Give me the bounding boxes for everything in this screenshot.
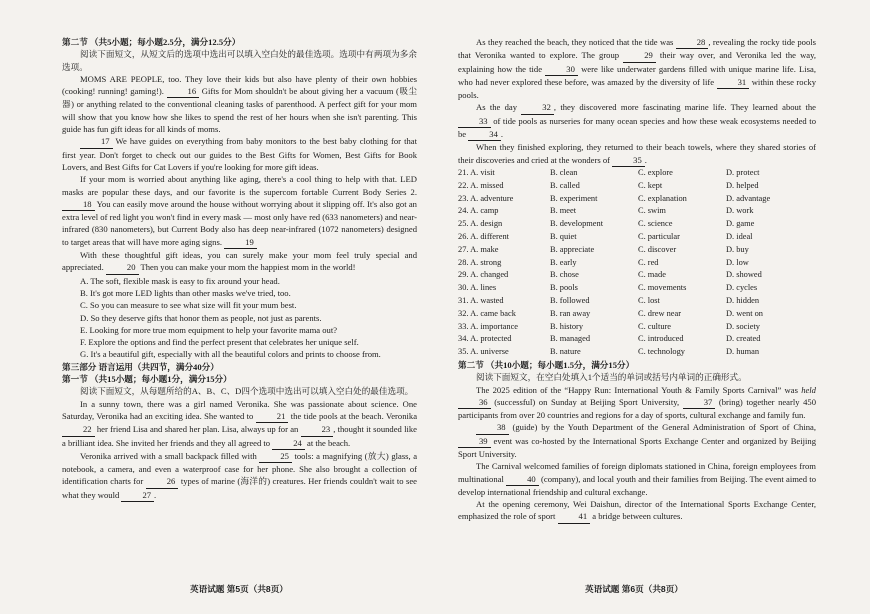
choice-row bbox=[458, 282, 816, 295]
left-page bbox=[62, 36, 417, 502]
choice-option[interactable]: 32. A. came back bbox=[458, 308, 516, 318]
choice-option[interactable]: 34. A. protected bbox=[458, 334, 512, 344]
choice-option[interactable]: B. history bbox=[550, 321, 584, 331]
blank-20[interactable]: 20 bbox=[106, 261, 139, 274]
choice-option[interactable]: B. managed bbox=[550, 334, 591, 344]
choice-option[interactable]: D. ideal bbox=[726, 231, 753, 241]
choice-option[interactable]: C. technology bbox=[638, 347, 685, 357]
choice-option[interactable]: 26. A. different bbox=[458, 231, 510, 241]
choice-option[interactable]: 31. A. wasted bbox=[458, 295, 504, 305]
passage-paragraph: At the opening ceremony, Wei Daishun, director of the International Sports Exchange Center, emphasized the role of sport 41 a bridge between cultures. bbox=[458, 498, 816, 524]
blank-21[interactable]: 21 bbox=[256, 410, 289, 423]
blank-28[interactable]: 28 bbox=[676, 36, 709, 49]
choice-option[interactable]: 22. A. missed bbox=[458, 180, 504, 190]
section-header: 第二节 （共5小题；每小题2.5分，满分12.5分） bbox=[62, 37, 241, 47]
choice-option[interactable]: D. showed bbox=[726, 270, 762, 280]
blank-18[interactable]: 18 bbox=[62, 198, 95, 211]
blank-37[interactable]: 37 bbox=[683, 396, 716, 409]
section-header: 第二节 （共10小题；每小题1.5分，满分15分） bbox=[458, 359, 635, 370]
choice-option[interactable]: B. clean bbox=[550, 167, 578, 177]
blank-30[interactable]: 30 bbox=[545, 63, 578, 76]
choice-option[interactable]: 21. A. visit bbox=[458, 167, 495, 177]
choice-option[interactable]: D. helped bbox=[726, 180, 759, 190]
passage-paragraph: As the day 32 , they discovered more fascinating marine life. They learned about the 33 of tide pools as nurseries for many ocean species and how these weak ecosystems needed to be 34 . bbox=[458, 101, 816, 141]
choice-option[interactable]: B. chose bbox=[550, 270, 579, 280]
choice-option[interactable]: D. created bbox=[726, 334, 761, 344]
option-item: G. It's a beautiful gift, especially with all the beautiful colors and prints to choose from. bbox=[80, 349, 381, 360]
choice-option[interactable]: C. movements bbox=[638, 283, 687, 293]
choice-option[interactable]: B. early bbox=[550, 257, 577, 267]
choice-option[interactable]: B. pools bbox=[550, 283, 578, 293]
choice-option[interactable]: 35. A. universe bbox=[458, 347, 509, 357]
passage-paragraph: As they reached the beach, they noticed that the tide was 28 , revealing the rocky tide pools that Veronika wanted to explore. The group 29 their way over, and Veronika led the way, explaining how the tide 30 were like underwater gardens filled with unique marine life. Lisa, who had never explored these before, was amazed by the diversity of life 31 within these rocky pools. bbox=[458, 37, 816, 101]
passage-paragraph: With these thoughtful gift ideas, you can surely make your mom feel truly special and appreciated. 20 Then you can make your mom the happiest mom in the world! bbox=[62, 249, 417, 275]
choice-option[interactable]: D. hidden bbox=[726, 295, 760, 305]
choice-row bbox=[458, 218, 816, 231]
passage-paragraph: 38 (guide) by the Youth Department of the General Administration of Sport of China, 39 event was co-hosted by the International Sports Exchange Center and organized by Beijing Sport University. bbox=[458, 422, 817, 459]
part-header: 第三部分 语言运用（共四节，满分40分） bbox=[62, 361, 219, 372]
choice-option[interactable]: C. lost bbox=[638, 295, 660, 305]
choice-row bbox=[458, 333, 816, 346]
section-instructions: 阅读下面短文，从短文后的选项中选出可以填入空白处的最佳选项。选项中有两项为多余选项。 bbox=[62, 49, 417, 72]
blank-32[interactable]: 32 bbox=[521, 101, 554, 114]
choice-option[interactable]: D. buy bbox=[726, 244, 749, 254]
blank-31[interactable]: 31 bbox=[717, 76, 750, 89]
choice-option[interactable]: C. discover bbox=[638, 244, 677, 254]
option-item: B. It's got more LED lights than other masks we've tried, too. bbox=[80, 287, 291, 298]
choice-option[interactable]: D. protect bbox=[726, 167, 760, 177]
blank-19[interactable]: 19 bbox=[224, 236, 257, 249]
choices-table bbox=[458, 167, 816, 359]
blank-26[interactable]: 26 bbox=[146, 475, 179, 488]
choice-option[interactable]: B. quiet bbox=[550, 231, 577, 241]
option-item: A. The soft, flexible mask is easy to fix around your head. bbox=[80, 275, 280, 286]
choice-option[interactable]: 30. A. lines bbox=[458, 283, 497, 293]
page-footer: 英语试题 第6页（共8页） bbox=[585, 584, 683, 594]
blank-27[interactable]: 27 bbox=[121, 489, 154, 502]
choice-option[interactable]: C. particular bbox=[638, 231, 680, 241]
blank-40[interactable]: 40 bbox=[506, 473, 539, 486]
choice-option[interactable]: D. cycles bbox=[726, 283, 758, 293]
choice-option[interactable]: B. called bbox=[550, 180, 580, 190]
choice-option[interactable]: 27. A. make bbox=[458, 244, 499, 254]
blank-36[interactable]: 36 bbox=[458, 396, 491, 409]
blank-35[interactable]: 35 bbox=[612, 154, 645, 167]
right-page bbox=[458, 36, 816, 524]
choice-option[interactable]: B. appreciate bbox=[550, 244, 595, 254]
choice-option[interactable]: D. low bbox=[726, 257, 749, 267]
blank-38[interactable]: 38 bbox=[476, 421, 509, 434]
passage-paragraph: In a sunny town, there was a girl named Veronika. She was passionate about science. One Saturday, Veronika had an exciting idea. She wanted to 21 the tide pools at the beach. Veronika 22 her friend Lisa and shared her plan. Lisa, always up for an 23 , thought it sounded like a brilliant idea. She invited her friends and they all agreed to 24 at the beach. bbox=[62, 398, 417, 450]
choice-option[interactable]: 23. A. adventure bbox=[458, 193, 514, 203]
choice-option[interactable]: D. work bbox=[726, 206, 754, 216]
passage-paragraph: Veronika arrived with a small backpack filled with 25 tools: a magnifying (放大) glass, a notebook, a camera, and even a waterproof case for her phone. She also brought a collection of identification charts for 26 types of marine (海洋的) creatures. Her friends couldn't wait to see what they would 27 . bbox=[62, 450, 417, 502]
choice-option[interactable]: B. experiment bbox=[550, 193, 598, 203]
choice-option[interactable]: C. explanation bbox=[638, 193, 687, 203]
passage-paragraph: MOMS ARE PEOPLE, too. They love their kids but also have plenty of their own hobbies (cooking! running! gaming!). 16 Gifts for Mom shouldn't be about giving her a vacuum (吸尘器) or anything related to the conventional cleaning tasks of parenthood. A perfect gift for your mom will show that you know how she likes to spend the rest of her hours when she isn't parenting. This guide has fun gift ideas for all kinds of moms. bbox=[62, 73, 417, 135]
choice-row bbox=[458, 295, 816, 308]
passage-paragraph: The 2025 edition of the “Happy Run: International Youth & Family Sports Carnival” was held 36 (successful) on Sunday at Beijing Sport University, 37 (bring) together nearly 450 participants from over 20 countries and regions for a day of sports, cultural exchange and family fun. bbox=[458, 384, 817, 421]
choice-option[interactable]: C. culture bbox=[638, 321, 672, 331]
choice-option[interactable]: B. development bbox=[550, 219, 604, 229]
choice-option[interactable]: D. advantage bbox=[726, 193, 771, 203]
blank-29[interactable]: 29 bbox=[623, 49, 656, 62]
choice-option[interactable]: C. introduced bbox=[638, 334, 684, 344]
blank-22[interactable]: 22 bbox=[62, 423, 95, 436]
choice-option[interactable]: D. human bbox=[726, 347, 760, 357]
option-item: D. So they deserve gifts that honor them as people, not just as parents. bbox=[80, 312, 322, 323]
choice-option[interactable]: C. drew near bbox=[638, 308, 682, 318]
blank-39[interactable]: 39 bbox=[458, 435, 491, 448]
choice-option[interactable]: B. followed bbox=[550, 295, 590, 305]
choice-option[interactable]: D. society bbox=[726, 321, 760, 331]
choice-row bbox=[458, 269, 816, 282]
choice-option[interactable]: 24. A. camp bbox=[458, 206, 499, 216]
blank-33[interactable]: 33 bbox=[458, 115, 491, 128]
blank-25[interactable]: 25 bbox=[259, 450, 292, 463]
choice-row bbox=[458, 346, 816, 359]
passage-paragraph: The Carnival welcomed families of foreign diplomats stationed in China, foreign employees from multinational 40 (company), and local youth and their families from Beijing. The event aimed to develop international friendship and cultural exchange. bbox=[458, 461, 816, 497]
choice-option[interactable]: C. swim bbox=[638, 206, 666, 216]
page-footer: 英语试题 第5页（共8页） bbox=[190, 584, 288, 594]
section-header: 第一节 （共15小题；每小题1分，满分15分） bbox=[62, 374, 232, 385]
choice-row bbox=[458, 257, 816, 270]
choice-option[interactable]: D. game bbox=[726, 219, 755, 229]
choice-row bbox=[458, 193, 816, 206]
choice-option[interactable]: C. science bbox=[638, 219, 673, 229]
section-instructions: 阅读下面短文，从每题所给的A、B、C、D四个选项中选出可以填入空白处的最佳选项。 bbox=[80, 386, 414, 397]
choice-option[interactable]: 29. A. changed bbox=[458, 270, 509, 280]
choice-row bbox=[458, 308, 816, 321]
choice-row bbox=[458, 180, 816, 193]
choice-option[interactable]: 33. A. importance bbox=[458, 321, 519, 331]
choice-option[interactable]: C. kept bbox=[638, 180, 663, 190]
passage-paragraph: When they finished exploring, they returned to their beach towels, where they shared stories of their discoveries and cried at the wonders of 35 . bbox=[458, 141, 816, 167]
blank-17[interactable]: 17 bbox=[80, 135, 113, 148]
choice-option[interactable]: 28. A. strong bbox=[458, 257, 502, 267]
choice-option[interactable]: B. meet bbox=[550, 206, 577, 216]
choice-option[interactable]: B. nature bbox=[550, 347, 581, 357]
passage-paragraph: If your mom is worried about anything like aging, there's a cool thing to help with that. LED masks are popular these days, and our favorite is the supercom fortable Current Body Series 2. 18 You can easily move around the house without worrying about it slipping off. It's also got an extra level of red light you won't find in every mask — most only have red (633 nanometers) and near-infrared (830 nanometers), but Current Body also has deep near-infrared (1072 nanometers) designed to target areas that will have more aging signs. 19 bbox=[62, 173, 417, 249]
choice-option[interactable]: C. made bbox=[638, 270, 666, 280]
choice-option[interactable]: B. ran away bbox=[550, 308, 591, 318]
blank-16[interactable]: 16 bbox=[167, 85, 200, 98]
choice-option[interactable]: D. went on bbox=[726, 308, 763, 318]
blank-34[interactable]: 34 bbox=[468, 128, 501, 141]
choice-option[interactable]: C. explore bbox=[638, 167, 673, 177]
choice-option[interactable]: 25. A. design bbox=[458, 219, 503, 229]
blank-24[interactable]: 24 bbox=[272, 437, 305, 450]
option-item: C. So you can measure to see what size will fit your mum best. bbox=[80, 300, 297, 311]
choice-row bbox=[458, 167, 816, 180]
choice-row bbox=[458, 205, 816, 218]
choice-option[interactable]: C. red bbox=[638, 257, 659, 267]
option-item: E. Looking for more true mom equipment to help your favorite mama out? bbox=[80, 324, 338, 335]
blank-23[interactable]: 23 bbox=[301, 423, 334, 436]
choice-row bbox=[458, 231, 816, 244]
section-instructions: 阅读下面短文，在空白处填入1个适当的单词或括号内单词的正确形式。 bbox=[476, 372, 747, 383]
blank-41[interactable]: 41 bbox=[558, 510, 591, 523]
choice-row bbox=[458, 321, 816, 334]
passage-paragraph: 17 We have guides on everything from baby monitors to the best baby clothing for that first year. Don't forget to check out our guides to the Best Gifts for Women, Best Gifts for Book Lovers, and Best Gifts for Cat Lovers if you're looking for more gift ideas. bbox=[62, 136, 417, 172]
choice-row bbox=[458, 244, 816, 257]
option-item: F. Explore the options and find the perfect present that celebrates her unique self. bbox=[80, 337, 359, 348]
